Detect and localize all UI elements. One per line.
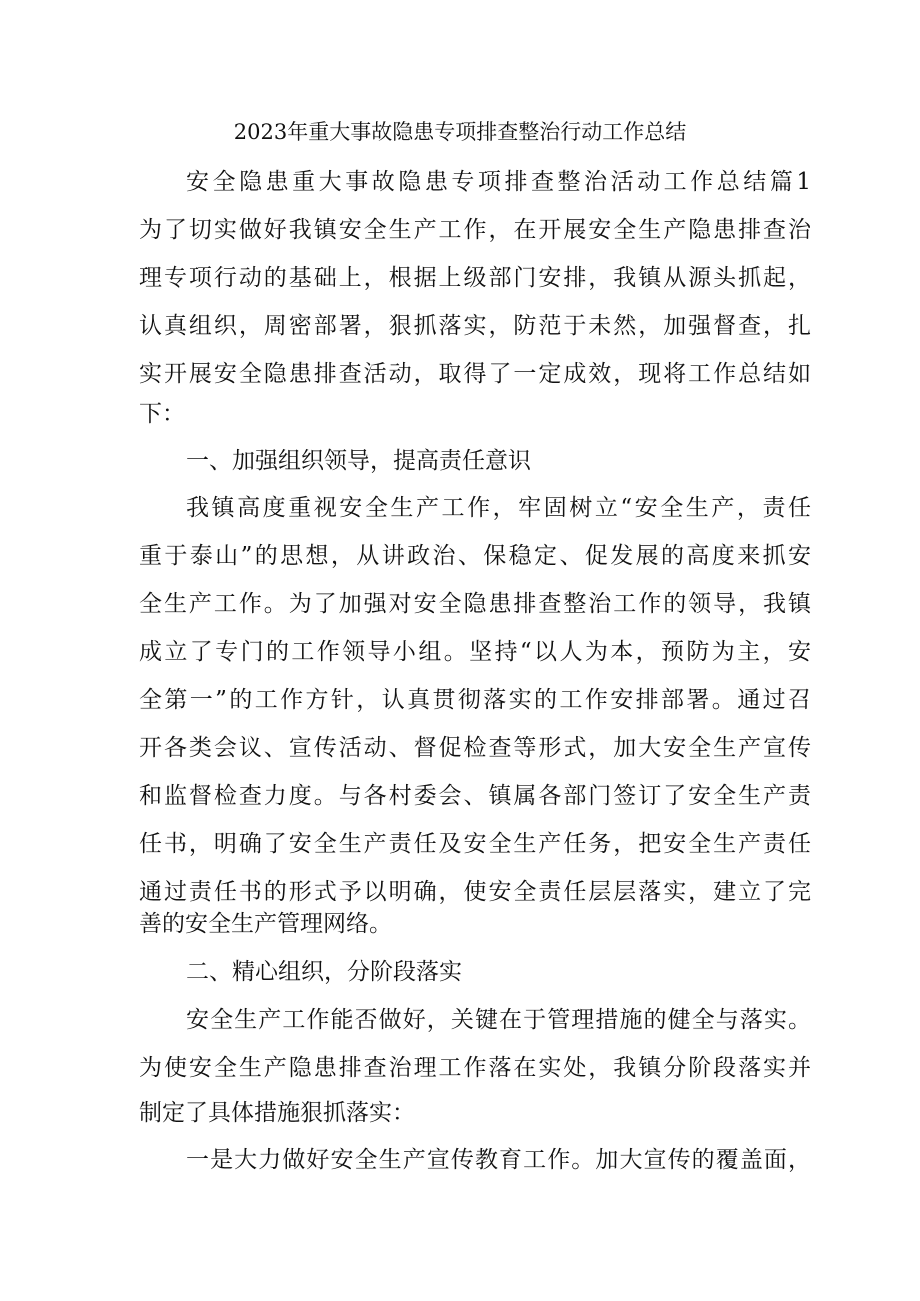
paragraph-line: 开各类会议、宣传活动、督促检查等形式，加大安全生产宣传 xyxy=(139,735,811,761)
paragraph-line: 一是大力做好安全生产宣传教育工作。加大宣传的覆盖面， xyxy=(186,1147,811,1173)
paragraph-line: 善的安全生产管理网络。 xyxy=(139,911,392,937)
paragraph-line: 任书，明确了安全生产责任及安全生产任务，把安全生产责任 xyxy=(139,831,811,857)
paragraph-line: 通过责任书的形式予以明确，使安全责任层层落实，建立了完 xyxy=(139,879,811,905)
paragraph-line: 为了切实做好我镇安全生产工作，在开展安全生产隐患排查治 xyxy=(139,217,811,243)
paragraph-line: 成立了专门的工作领导小组。坚持“以人为本，预防为主，安 xyxy=(139,639,811,665)
section-heading: 二、精心组织，分阶段落实 xyxy=(186,959,462,985)
document-title: 2023年重大事故隐患专项排查整治行动工作总结 xyxy=(233,120,687,144)
paragraph-line: 全生产工作。为了加强对安全隐患排查整治工作的领导，我镇 xyxy=(139,591,811,617)
paragraph-line: 为使安全生产隐患排查治理工作落在实处，我镇分阶段落实并 xyxy=(139,1055,811,1081)
paragraph-line: 理专项行动的基础上，根据上级部门安排，我镇从源头抓起， xyxy=(139,265,811,291)
paragraph-line: 制定了具体措施狠抓落实： xyxy=(139,1100,415,1126)
paragraph-line: 认真组织，周密部署，狠抓落实，防范于未然，加强督查，扎 xyxy=(139,313,811,339)
paragraph-line: 安全生产工作能否做好，关键在于管理措施的健全与落实。 xyxy=(186,1007,811,1033)
paragraph-line: 下： xyxy=(139,401,185,427)
paragraph-line: 实开展安全隐患排查活动，取得了一定成效，现将工作总结如 xyxy=(139,361,811,387)
paragraph-line: 重于泰山”的思想，从讲政治、保稳定、促发展的高度来抓安 xyxy=(139,543,811,569)
section-heading: 一、加强组织领导，提高责任意识 xyxy=(186,448,531,474)
subheading-line: 安全隐患重大事故隐患专项排查整治活动工作总结篇1 xyxy=(186,169,811,195)
paragraph-line: 我镇高度重视安全生产工作，牢固树立“安全生产，责任 xyxy=(186,495,811,521)
paragraph-line: 全第一”的工作方针，认真贯彻落实的工作安排部署。通过召 xyxy=(139,687,811,713)
paragraph-line: 和监督检查力度。与各村委会、镇属各部门签订了安全生产责 xyxy=(139,783,811,809)
